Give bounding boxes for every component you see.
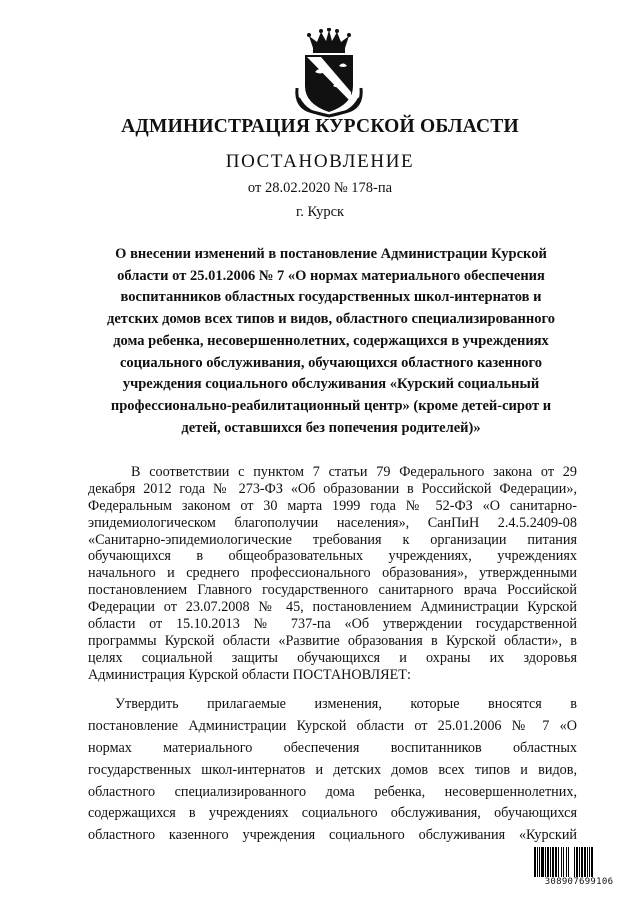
body-line: обучающихся в общеобразовательных учреждениях, учреждениях [88,548,577,565]
body-line: постановление Администрации Курской области от 25.01.2006 № 7 «О [88,717,577,734]
title-line: профессионально-реабилитационный центр» (кроме детей-сирот и [110,397,552,414]
barcode-number: 308907699106 [544,877,614,887]
body-line: области от 15.10.2013 № 737-па «Об утверждении государственной [88,616,577,633]
body-line: целях социальной защиты обучающихся и охраны их здоровья [88,649,577,666]
body-line: Федеральным законом от 30 марта 1999 года № 52-ФЗ «О санитарно- [88,497,577,514]
body-line: начального и среднего профессионального образования», утвержденными [88,565,577,582]
body-line: областного казенного учреждения социального обслуживания «Курский [88,827,577,844]
title-line: детей, оставшихся без попечения родителей)» [181,419,481,436]
document-date-number: от 28.02.2020 № 178-па [247,180,393,196]
title-line: детских домов всех типов и видов, областного специализированного [107,311,555,328]
barcode [534,847,624,889]
body-line: Федерации от 23.07.2008 № 45, постановлением Администрации Курской [88,599,577,616]
title-line: О внесении изменений в постановление Администрации Курской [115,246,547,262]
body-line: «Санитарно-эпидемиологические требования к организации питания [88,531,577,548]
body-line: областного специализированного дома ребенка, несовершеннолетних, [88,783,577,800]
body-line: постановлением Главного государственного санитарного врача Российской [88,582,577,599]
body-paragraph-resolution [88,694,577,847]
body-line: Администрация Курской области ПОСТАНОВЛЯЕТ: [88,666,411,683]
title-line: дома ребенка, несовершеннолетних, содержащихся в учреждениях [113,332,549,349]
body-line: программы Курской области «Развитие образования в Курской области», в [88,632,577,649]
organization-name: АДМИНИСТРАЦИЯ КУРСКОЙ ОБЛАСТИ [121,116,519,137]
body-line: В соответствии с пунктом 7 статьи 79 Федерального закона от 29 [131,464,577,480]
body-line: Утвердить прилагаемые изменения, которые вносятся в [115,696,577,712]
title-line: области от 25.01.2006 № 7 «О нормах материального обеспечения [117,267,545,284]
body-line: государственных школ-интернатов и детских домов всех типов и видов, [88,761,577,778]
body-line: эпидемиологическом благополучии населения», СанПиН 2.4.5.2409-08 [88,514,577,531]
body-line: содержащихся в учреждениях социального обслуживания, обучающихся [88,805,577,822]
document-type: ПОСТАНОВЛЕНИЕ [225,151,415,172]
body-line: декабря 2012 года № 273-ФЗ «Об образовании в Российской Федерации», [88,480,577,497]
body-paragraph-preamble [88,464,577,684]
title-line: социального обслуживания, обучающихся областного казенного [119,354,543,371]
coat-of-arms-icon [293,28,365,118]
title-line: учреждения социального обслуживания «Курский социальный [122,376,540,393]
title-line: воспитанников областных государственных школ-интернатов и [120,289,542,306]
document-city: г. Курск [295,204,345,220]
body-line: нормах материального обеспечения воспитанников областных [88,739,577,756]
document-title [96,244,566,439]
barcode-bars-icon [534,847,624,877]
